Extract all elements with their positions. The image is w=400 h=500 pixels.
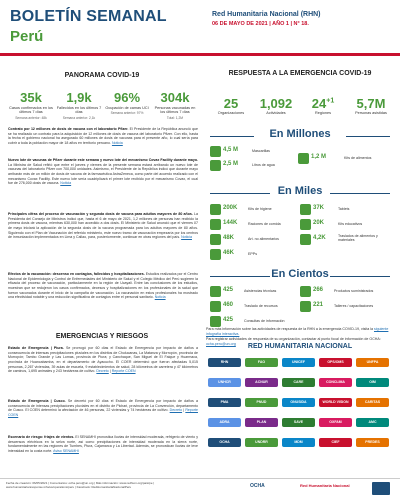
kpi-sub: Semana anterior: 48k: [15, 115, 47, 120]
news-link[interactable]: Noticia: [60, 181, 72, 186]
divider: [210, 193, 270, 194]
partner-logo: OIM: [356, 378, 389, 387]
box-icon: [300, 286, 311, 297]
stat-label: Traslado de recursos: [244, 303, 278, 308]
kpi-label: Actividades: [266, 111, 286, 115]
news-heading: Nuevo lote de vacunas de Pfizer durante este semana y nuevo lote del mecanismo Covax Facility durante mayo.: [8, 158, 198, 162]
partner-logo: UNHCR: [208, 378, 241, 387]
news-heading: Contrato por 12 millones de dosis de vacuna con el laboratorio Pfizer.: [8, 127, 129, 131]
stat-value: 37K: [313, 205, 325, 211]
kpi-deaths: [56, 90, 102, 120]
education-icon: [300, 219, 311, 230]
kpi-label: Personas asistidas: [355, 111, 387, 115]
news-pfizer-contract: [8, 127, 198, 146]
kpi-label: Ocupación de camas UCI: [105, 106, 149, 110]
partner-logo: OPS/OMS: [319, 358, 352, 367]
divider: [210, 276, 270, 277]
stat-label: Asistencias técnicas: [244, 288, 277, 293]
stat-value: 425: [223, 317, 234, 323]
stat-value: 221: [313, 302, 324, 308]
kpi-value: 96%: [113, 90, 141, 105]
truck-icon: [300, 234, 311, 245]
report-link[interactable]: Reporte COEN: [111, 369, 136, 374]
partner-logo: PMA: [208, 398, 241, 407]
kpi-value: 304k: [160, 90, 190, 105]
stat-label: EPPs: [248, 251, 257, 256]
report-link[interactable]: Reporte COEN: [8, 408, 198, 418]
mask-icon: [210, 146, 221, 157]
news-vaccine-lots: [8, 158, 198, 186]
org-name: Red Humanitaria Nacional (RHN): [212, 11, 321, 18]
response-heading: RESPUESTA A LA EMERGENCIA COVID-19: [228, 70, 372, 77]
stat-label: Raciones de comida: [248, 221, 281, 226]
country-name: Perú: [10, 28, 44, 45]
infographic-link[interactable]: siguiente infografía interactiva.: [206, 327, 389, 336]
stat-value: 20K: [313, 220, 325, 226]
stat-value: 1,2 M: [311, 154, 327, 160]
divider: [330, 276, 390, 277]
header-divider: [0, 53, 400, 56]
header: [0, 0, 400, 58]
stat-label: Traslados de alimentos y materiales: [338, 234, 378, 242]
panorama-heading: PANORAMA COVID-19: [64, 72, 140, 79]
kpi-label: Organizaciones: [217, 111, 245, 115]
note-text: Para más información sobre las actividades de respuesta de la RHN a la emergencia COVID-19, visita la: [206, 327, 373, 331]
kpi-organizations: [210, 96, 252, 115]
stat-value: 200K: [223, 205, 238, 211]
kpi-label: Regiones: [314, 111, 332, 115]
millions-heading: En Millones: [269, 128, 331, 140]
stat-label: Productos suministrados: [334, 288, 374, 293]
emergency-body: Se prorrogó por 60 días el Estado de Emergencia por impacto de daños a consecuencia de intensas precipitaciones pluviales en los distritos de Chulucanas, La Matanza y Morropón, provincia de Morropón; Tambo Grande y Las Lomas, provincia de Piura; y Canchaque, San Miguel de El Faique y Huarmaca, provincia de Huancabamba, en el departamento de Ayacucho. El COER determinó que fueron afectadas 5,015 personas, 2,267 viviendas, 39 aulas de escuela, 9 establecimientos de salud, 28 kilómetros de carretera y 47 kilómetros de caminos, 1,695 animales y 243 hectáreas de cultivo.: [8, 346, 198, 374]
kpi-label: Personas vacunadas en los últimos 7 días: [154, 106, 196, 115]
stat-value: 2,5 M: [223, 161, 239, 167]
divider: [330, 193, 390, 194]
hundreds-heading: En Cientos: [271, 268, 329, 280]
footer-text: Fecha de creación: 06/05/2021 | Comentarios: ocha.peru@un.org | Más información: www.redhum.org/pais/pe | www.humanitarianresponse.info/es/operations/peru | Facebook: RedHumanitariaNacionalPeru: [6, 481, 155, 489]
partner-logo: AMC: [356, 418, 389, 427]
partner-logo: OCHA: [208, 438, 241, 447]
rhn-logo: Red Humanitaria Nacional: [300, 483, 350, 488]
stat-label: Tablets: [338, 206, 350, 211]
kpi-value: 5,7M: [356, 96, 386, 111]
news-link[interactable]: Noticia: [111, 141, 123, 146]
eu-flag-icon: [372, 482, 390, 495]
workshop-icon: [300, 301, 311, 312]
emergency-body: Se decretó por 60 días el Estado de Emergencia por impacto de daños a consecuencia de intensas precipitaciones pluviales en el distrito de Pichari, provincia de La Convención, departamento de Cusco. El COEN determinó la afectación de 46 personas, 22 viviendas y 74 hectáreas de cultivo.: [8, 399, 198, 413]
network-heading: RED HUMANITARIA NACIONAL: [247, 343, 353, 350]
emergency-cusco: Estado de Emergencia | Cusco. Se decretó por 60 días el Estado de Emergencia por impacto de daños a consecuencia de intensas precipitaciones pluviales en el distrito de Pichari, provincia de La Convención, departamento de Cusco. El COEN determinó la afectación de 46 personas, 22 viviendas y 74 hectáreas de cultivo. Decreto | Reporte COEN: [8, 399, 198, 418]
kpi-value: 25: [223, 96, 239, 111]
partner-logos: [206, 354, 394, 462]
divider: [346, 136, 390, 137]
stat-label: Talleres / capacitaciones: [334, 303, 374, 308]
partner-logo: OXFAM: [319, 418, 352, 427]
transfer-icon: [210, 301, 221, 312]
kpi-label: Fallecidos en los últimos 7 días: [56, 106, 102, 115]
nfi-icon: [210, 234, 221, 245]
partner-logo: ADRA: [208, 418, 241, 427]
ppe-icon: [210, 249, 221, 260]
news-heading: Efectos de la vacunación: descenso en contagios, fallecidos y hospitalizaciones.: [8, 272, 145, 276]
stat-value: 48K: [223, 235, 235, 241]
partner-logo: UNDRR: [245, 438, 278, 447]
thousands-heading: En Miles: [277, 185, 323, 197]
kpi-delta: +1: [326, 97, 335, 105]
stat-label: Litros de agua: [252, 162, 275, 167]
divider: [210, 136, 254, 137]
note-text: Para registrar actividades de respuesta de su organización, contactar al punto focal de información de OCHA:: [206, 336, 381, 341]
partner-logo: SAVE: [282, 418, 315, 427]
news-vaccination-figures: [8, 212, 198, 240]
stat-label: Art. no alimentarios: [248, 236, 279, 241]
food-icon: [298, 153, 309, 164]
news-link[interactable]: Noticia: [154, 295, 166, 300]
emergencies-heading: EMERGENCIAS Y RIESGOS: [55, 333, 149, 340]
news-body: Estudios realizados por el Centro Nacional de Epidemiología y Control de Enfermedades del Ministerio de Salud y el Colegio Médico del Perú sugieren la eficacia del proceso de vacunación, particularmente en la región de Ucayali. Entre las conclusiones de los estudios, muestran que se redujeron los casos confirmados, decesos y hospitalizaciones en los profesionales de la salud que fueron vacunados durante el inicio de la campaña de vacunación. La vacunación en estos profesionales ha mostrado una efectividad notable y una reducción significativa de contagios entre el personal sanitario.: [8, 272, 198, 300]
news-link[interactable]: Noticia: [181, 235, 192, 240]
risk-body: El SENAMHI pronostica lluvias de intensidad moderada, refrigerio de viento y descensos eléctricos en la selva norte, así como precipitaciones de intensidad moderada en la sierra norte, fundamentalmente en las regiones de Tumbes, Piura, Cajamarca y La Libertad. Además, se pronostican lluvias de leve intensidad en la costa norte.: [8, 435, 198, 454]
emergency-heading: Estado de Emergencia | Cusco.: [8, 399, 66, 403]
partner-logo: WORLD VISION: [319, 398, 352, 407]
partner-logo: FAO: [245, 358, 278, 367]
partner-logo: PNUD: [245, 398, 278, 407]
water-icon: [210, 160, 221, 171]
partner-logo: ONUSIDA: [282, 398, 315, 407]
kpi-regions: [302, 96, 344, 115]
partner-logo: ACNUR: [245, 378, 278, 387]
partner-logo: CARITAS: [356, 398, 389, 407]
stat-value: 266: [313, 287, 324, 293]
kpi-activities: [255, 96, 297, 115]
ration-icon: [210, 219, 221, 230]
partner-logo: UNICEF: [282, 358, 315, 367]
kpi-value: 35k: [20, 90, 42, 105]
bulletin-title: BOLETÍN SEMANAL: [10, 8, 167, 25]
stat-value: 4,2K: [313, 235, 326, 241]
news-body: La Ministra de Salud refirió que entre el jueves y viernes de la presente semana estará arribando un nuevo lote de vacunas del laboratorio Pfizer con 700,000 unidades. Asimismo, el Presidente de la República indicó que durante mayo arribarán más de un millón de dosis de vacuna de la farmacéutica AstraZeneca, como parte del acuerdo realizado con el mecanismo Covax Facility. Este nuevo lote sería cuadriplicará el primer lote recibido por el mecanismo Covax, el cual fue de 276,000 dosis de vacuna.: [8, 162, 198, 186]
senamhi-link[interactable]: Aviso SENAMHI: [53, 449, 79, 454]
stat-value: 4,5 M: [223, 147, 239, 153]
stat-value: 425: [223, 287, 234, 293]
risk-scenario: [8, 435, 198, 454]
news-heading: Principales cifras del proceso de vacunación y segunda dosis de vacuna para adultos mayores de 80 años.: [8, 212, 193, 216]
partner-logo: CONCLIMA: [319, 378, 352, 387]
stat-label: Consultas de información: [244, 318, 285, 323]
footer: [0, 478, 400, 500]
kpi-label: Casos confirmados en los últimos 7 días: [9, 106, 53, 115]
kpi-value: 24: [311, 96, 327, 111]
hygiene-icon: [210, 204, 221, 215]
partner-logo: RHN: [208, 358, 241, 367]
stat-label: Kits educativos: [338, 221, 363, 226]
info-icon: [210, 316, 221, 327]
news-vaccination-effects: [8, 272, 198, 300]
kpi-vaccinated: [152, 90, 198, 120]
kpi-icu: [104, 90, 150, 115]
kpi-sub: Total: 1,2M: [166, 115, 184, 120]
stat-label: Mascarillas: [252, 148, 270, 153]
stat-label: Kits de alimentos: [344, 155, 372, 160]
emergency-heading: Estado de Emergencia | Piura.: [8, 346, 64, 350]
partner-logo: MDM: [282, 438, 315, 447]
kpi-people-assisted: [350, 96, 392, 115]
emergency-piura: Estado de Emergencia | Piura. Se prorrogó por 60 días el Estado de Emergencia por impacto de daños a consecuencia de intensas precipitaciones pluviales en los distritos de Chulucanas, La Matanza y Morropón, provincia de Morropón; Tambo Grande y Las Lomas, provincia de Piura; y Canchaque, San Miguel de El Faique y Huarmaca, provincia de Huancabamba, en el departamento de Ayacucho. El COER determinó que fueron afectadas 5,015 personas, 2,267 viviendas, 39 aulas de escuela, 9 establecimientos de salud, 28 kilómetros de carretera y 47 kilómetros de caminos, 1,695 animales y 243 hectáreas de cultivo. Decreto | Reporte COEN: [8, 346, 198, 374]
kpi-sub: Semana anterior: 2,1k: [62, 115, 96, 120]
partner-logo: UNFPA: [356, 358, 389, 367]
news-body: La Presidenta del Consejo de Ministros indicó que, hasta el 6 de mayo de 2021, 1,2 millones de personas han recibido la primera dosis de vacuna, mientras 630,000 han accedido a dos dosis. El Ministerio de Salud anunció que el viernes 07 de mayo iniciará la aplicación de la segunda dosis de la vacuna programada para los adultos mayores de 80 años. Siguiendo con el Plan de Vacunación del referido ministerio, este nuevo tramo de vacunación empezaría por los centros de inmunización implementados en Lima y Callao, para, posteriormente, continuar en otras regiones del país.: [8, 212, 198, 240]
tablet-icon: [300, 204, 311, 215]
kpi-value: 1,9k: [66, 90, 92, 105]
partner-logo: PLAN: [245, 418, 278, 427]
partner-logo: CARE: [282, 378, 315, 387]
stat-value: 144K: [223, 220, 238, 226]
stat-value: 46K: [223, 250, 235, 256]
decree-link[interactable]: Decreto: [169, 408, 183, 413]
issue-date: 06 DE MAYO DE 2021 | AÑO 1 | N° 18.: [212, 21, 309, 27]
partner-logo: PREDES: [356, 438, 389, 447]
partner-logo: CIEF: [319, 438, 352, 447]
kpi-cases: [8, 90, 54, 120]
kpi-sub: Semana anterior: 97%: [110, 111, 144, 116]
kpi-value: 1,092: [259, 96, 293, 111]
risk-heading: Escenario de riesgo: friajes de vientos.: [8, 435, 75, 439]
ocha-logo: OCHA: [250, 483, 265, 489]
email-link[interactable]: ocha.peru@un.org: [206, 341, 236, 346]
stat-label: Kits de higiene: [248, 206, 272, 211]
news-body: El Presidente de la República anunció que se ha realizado un contrato para la adquisición de 12 millones de dosis de vacuna del laboratorio Pfizer. Con ello, hasta la fecha el gobierno nacional ha asegurado 60 millones de dosis de vacunas para el presente año, lo cual sería para cubrir a toda la población mayor de 18 años en territorio peruano.: [8, 127, 198, 146]
assistance-icon: [210, 286, 221, 297]
stat-value: 460: [223, 302, 234, 308]
decree-link[interactable]: Decreto: [96, 369, 109, 374]
